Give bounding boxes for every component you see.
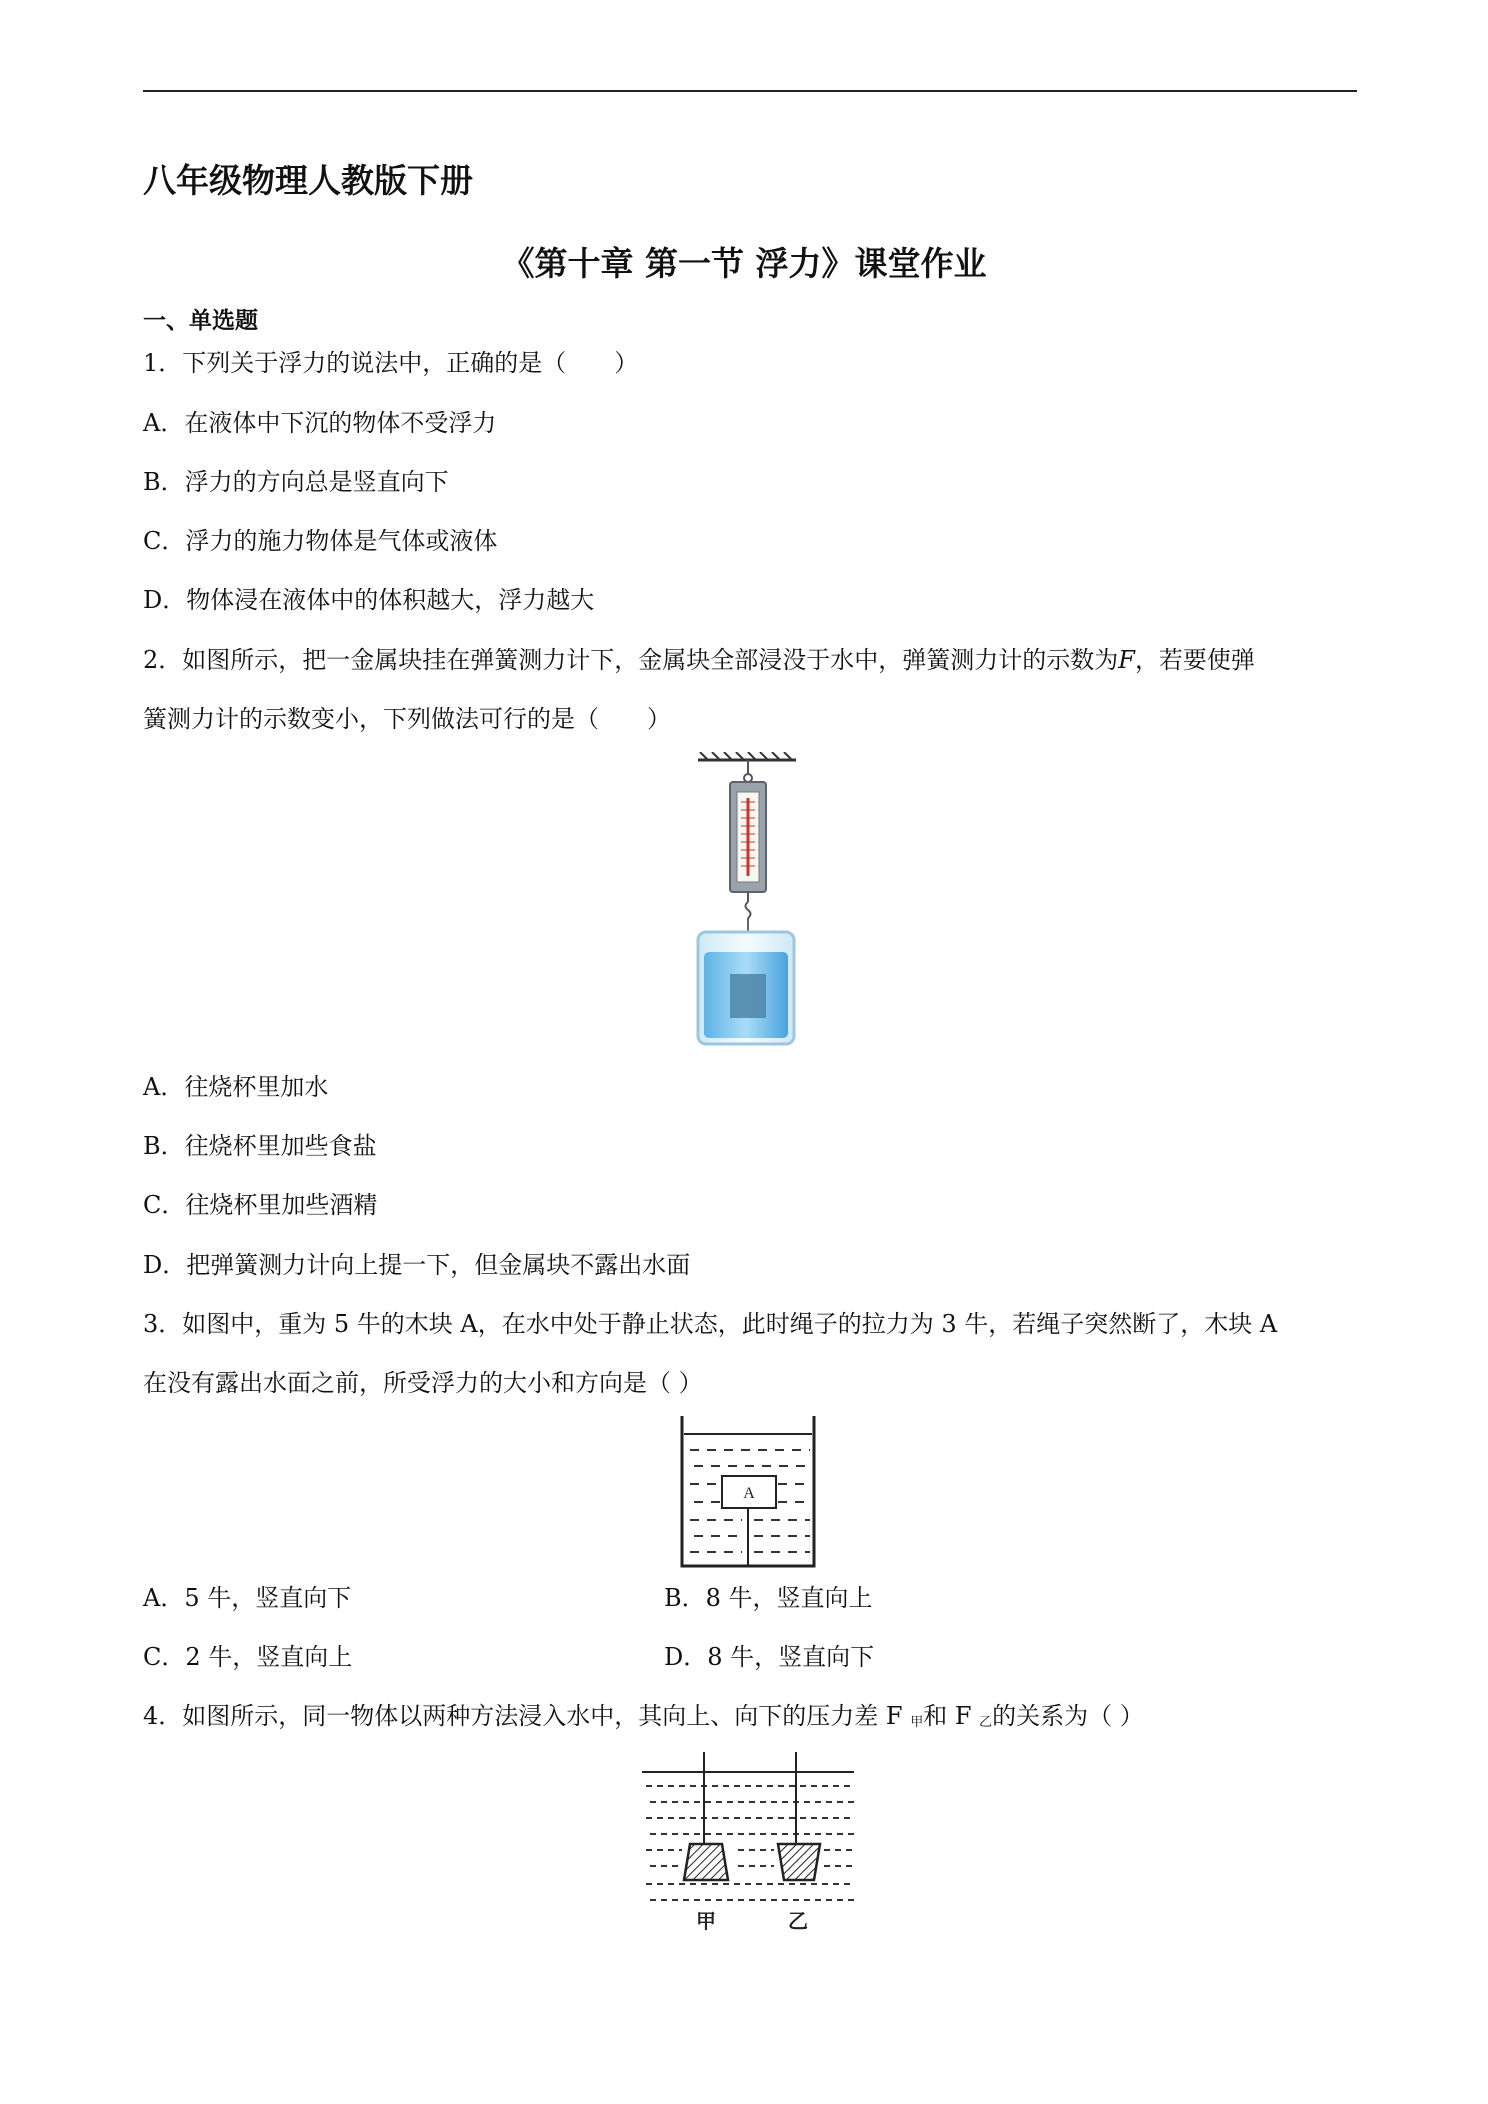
floating-block-figure	[678, 1412, 818, 1570]
q4-stem-part3: 的关系为（ ）	[992, 1702, 1144, 1730]
q4-stem-part1: 4．如图所示，同一物体以两种方法浸入水中，其向上、向下的压力差 F	[143, 1702, 911, 1730]
q2-option-d: D．把弹簧测力计向上提一下，但金属块不露出水面	[143, 1251, 691, 1279]
q1-option-a: A．在液体中下沉的物体不受浮力	[143, 409, 497, 437]
q1-option-d: D．物体浸在液体中的体积越大，浮力越大	[143, 586, 595, 614]
q2-stem-line2: 簧测力计的示数变小，下列做法可行的是（ ）	[143, 705, 671, 733]
q2-variable-f: F	[1118, 646, 1135, 674]
q2-stem-part1: 2．如图所示，把一金属块挂在弹簧测力计下，金属块全部浸没于水中，弹簧测力计的示数为	[143, 646, 1119, 674]
page-subtitle: 八年级物理人教版下册	[143, 161, 473, 200]
header-rule	[143, 90, 1357, 92]
label-yi: 乙	[788, 1909, 808, 1933]
section-heading: 一、单选题	[143, 308, 258, 334]
q3-option-a: A．5 牛，竖直向下	[143, 1584, 352, 1612]
q2-stem-part2: ，若要使弹	[1134, 646, 1255, 674]
q3-stem-line2: 在没有露出水面之前，所受浮力的大小和方向是（ ）	[143, 1369, 703, 1397]
q3-stem-line1: 3．如图中，重为 5 牛的木块 A，在水中处于静止状态，此时绳子的拉力为 3 牛，若绳子突然断了，木块 A	[143, 1310, 1278, 1338]
block-a-label: A	[743, 1485, 755, 1502]
q1-stem: 1．下列关于浮力的说法中，正确的是（ ）	[143, 349, 639, 377]
q3-option-c: C．2 牛，竖直向上	[143, 1643, 353, 1671]
q2-stem-line1	[143, 645, 1255, 675]
page-title: 《第十章 第一节 浮力》课堂作业	[501, 244, 987, 283]
q2-option-c: C．往烧杯里加些酒精	[143, 1191, 378, 1219]
q2-option-a: A．往烧杯里加水	[143, 1073, 329, 1101]
q3-option-b: B．8 牛，竖直向上	[664, 1584, 873, 1612]
immersion-comparison-figure	[642, 1752, 858, 1942]
q4-subscript-jia: 甲	[910, 1715, 924, 1730]
q4-stem-part2: 和 F	[923, 1702, 980, 1730]
q1-option-b: B．浮力的方向总是竖直向下	[143, 468, 449, 496]
spring-scale-figure	[690, 752, 802, 1052]
q1-option-c: C．浮力的施力物体是气体或液体	[143, 527, 498, 555]
q3-option-d: D．8 牛，竖直向下	[664, 1643, 875, 1671]
label-jia: 甲	[696, 1909, 716, 1933]
q4-subscript-yi: 乙	[979, 1715, 993, 1730]
q4-stem	[143, 1701, 1144, 1738]
q2-option-b: B．往烧杯里加些食盐	[143, 1132, 377, 1160]
